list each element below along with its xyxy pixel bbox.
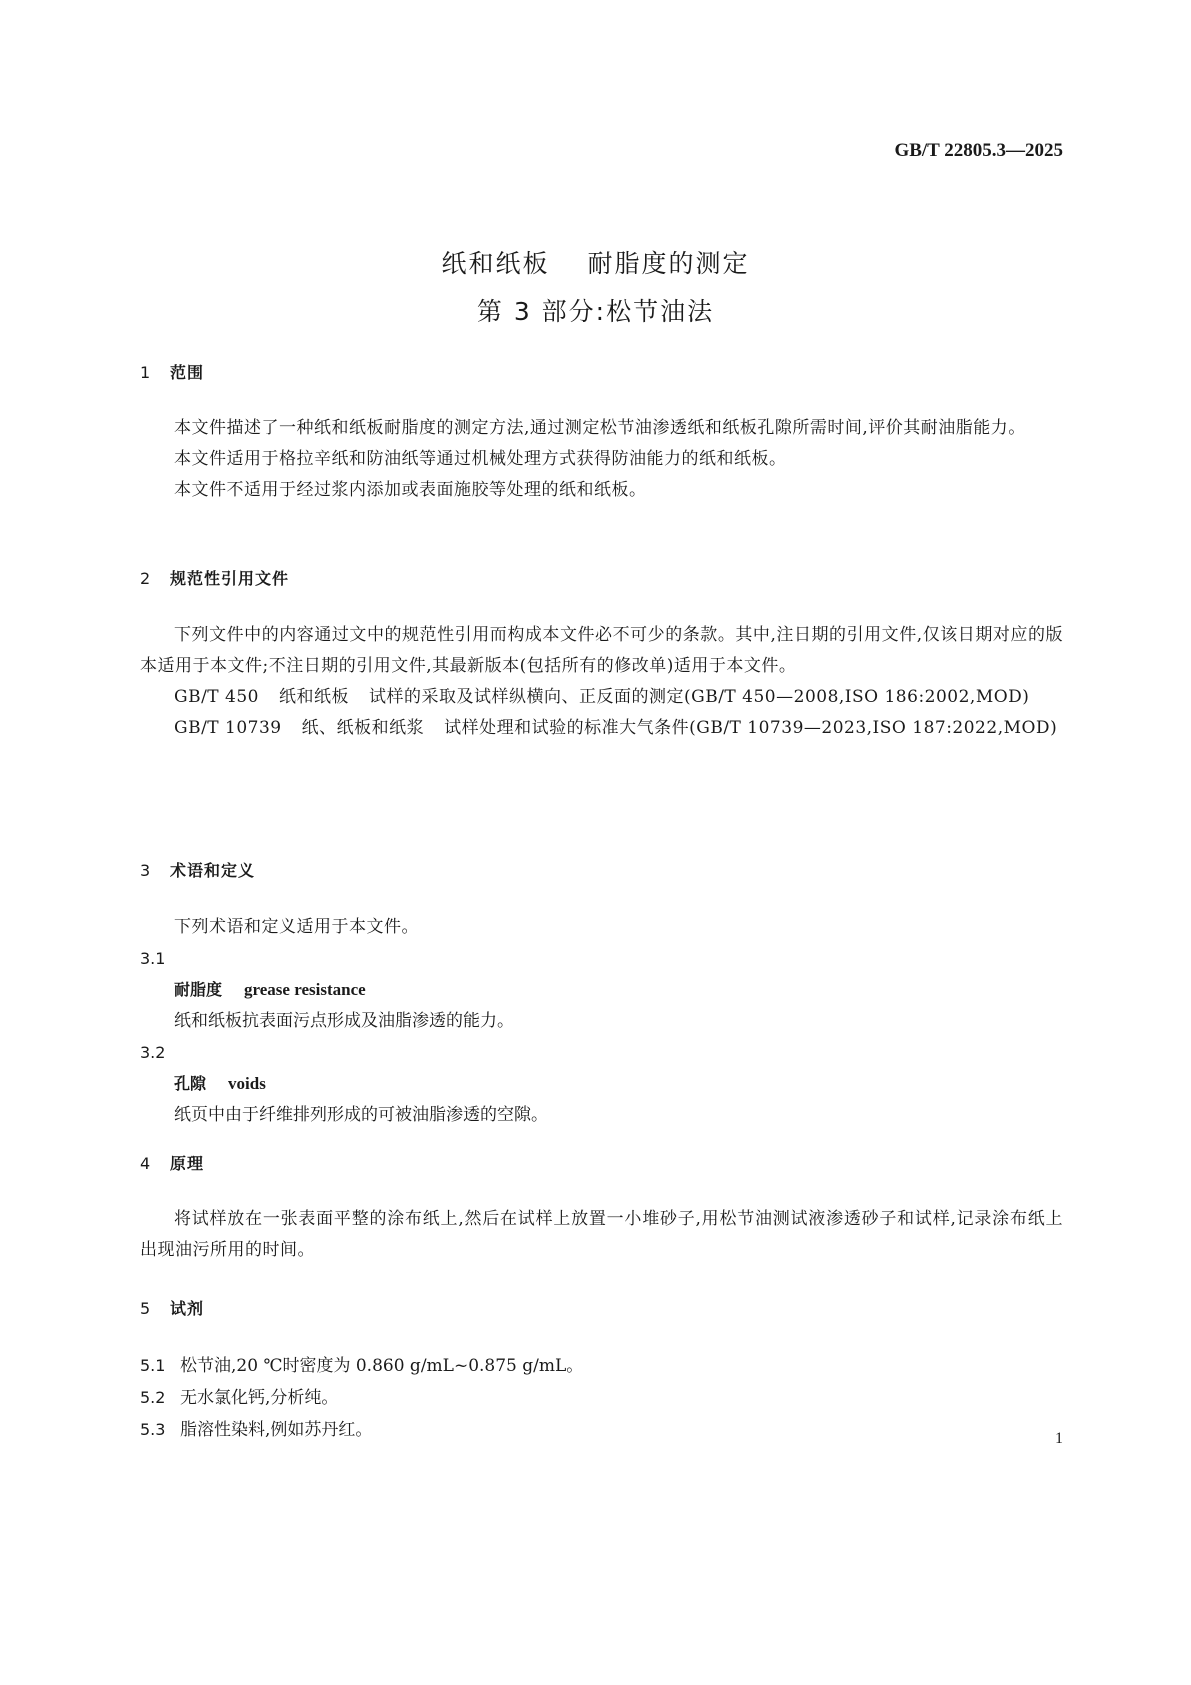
paragraph: 本文件适用于格拉辛纸和防油纸等通过机械处理方式获得防油能力的纸和纸板。	[174, 449, 787, 469]
paragraph: 下列文件中的内容通过文中的规范性引用而构成本文件必不可少的条款。其中,注日期的引用文件,仅该日期对应的版本适用于本文件;不注日期的引用文件,其最新版本(包括所有的修改单)适用于本文件。	[140, 625, 1063, 676]
term-definition: 纸页中由于纤维排列形成的可被油脂渗透的空隙。	[174, 1105, 548, 1125]
term-number: 3.1	[140, 949, 166, 968]
section-5	[140, 1296, 1063, 1319]
normative-reference: GB/T 10739 纸、纸板和纸浆 试样处理和试验的标准大气条件(GB/T 10739—2023,ISO 187:2022,MOD)	[174, 718, 1058, 738]
section-2	[140, 566, 1063, 589]
section-2-body	[140, 620, 1063, 744]
section-4-body	[140, 1204, 1063, 1266]
title-line-1	[0, 240, 1191, 288]
section-heading: 1 范围	[140, 363, 205, 382]
reagent-item: 5.3 脂溶性染料,例如苏丹红。	[140, 1420, 373, 1440]
section-heading: 3 术语和定义	[140, 861, 256, 880]
section-3	[140, 858, 1063, 881]
reagent-item: 5.1 松节油,20 ℃时密度为 0.860 g/mL~0.875 g/mL。	[140, 1356, 584, 1376]
paragraph: 将试样放在一张表面平整的涂布纸上,然后在试样上放置一小堆砂子,用松节油测试液渗透砂子和试样,记录涂布纸上出现油污所用的时间。	[140, 1209, 1063, 1260]
normative-reference: GB/T 450 纸和纸板 试样的采取及试样纵横向、正反面的测定(GB/T 450—2008,ISO 186:2002,MOD)	[174, 687, 1030, 707]
reagent-item: 5.2 无水氯化钙,分析纯。	[140, 1388, 339, 1408]
term-number: 3.2	[140, 1043, 166, 1062]
section-1	[140, 360, 1063, 383]
term-entry: 耐脂度 grease resistance	[174, 980, 366, 999]
term-entry: 孔隙 voids	[174, 1074, 266, 1093]
section-heading: 5 试剂	[140, 1299, 205, 1318]
section-heading: 4 原理	[140, 1154, 205, 1173]
paragraph: 本文件描述了一种纸和纸板耐脂度的测定方法,通过测定松节油渗透纸和纸板孔隙所需时间,评价其耐油脂能力。	[174, 418, 1026, 438]
term-definition: 纸和纸板抗表面污点形成及油脂渗透的能力。	[174, 1011, 514, 1031]
section-heading: 2 规范性引用文件	[140, 569, 290, 588]
section-4	[140, 1151, 1063, 1174]
title-part-b: 耐脂度的测定	[587, 249, 750, 278]
title-line-2: 第 3 部分:松节油法	[476, 297, 715, 326]
section-1-body	[140, 413, 1063, 506]
section-3-body	[140, 912, 1063, 1131]
paragraph: 下列术语和定义适用于本文件。	[174, 917, 419, 937]
title-part-a: 纸和纸板	[441, 249, 550, 278]
section-5-body	[140, 1350, 1063, 1446]
document-title	[0, 240, 1191, 336]
standard-code: GB/T 22805.3—2025	[894, 140, 1063, 161]
page-number: 1	[1055, 1430, 1063, 1447]
paragraph: 本文件不适用于经过浆内添加或表面施胶等处理的纸和纸板。	[174, 480, 647, 500]
